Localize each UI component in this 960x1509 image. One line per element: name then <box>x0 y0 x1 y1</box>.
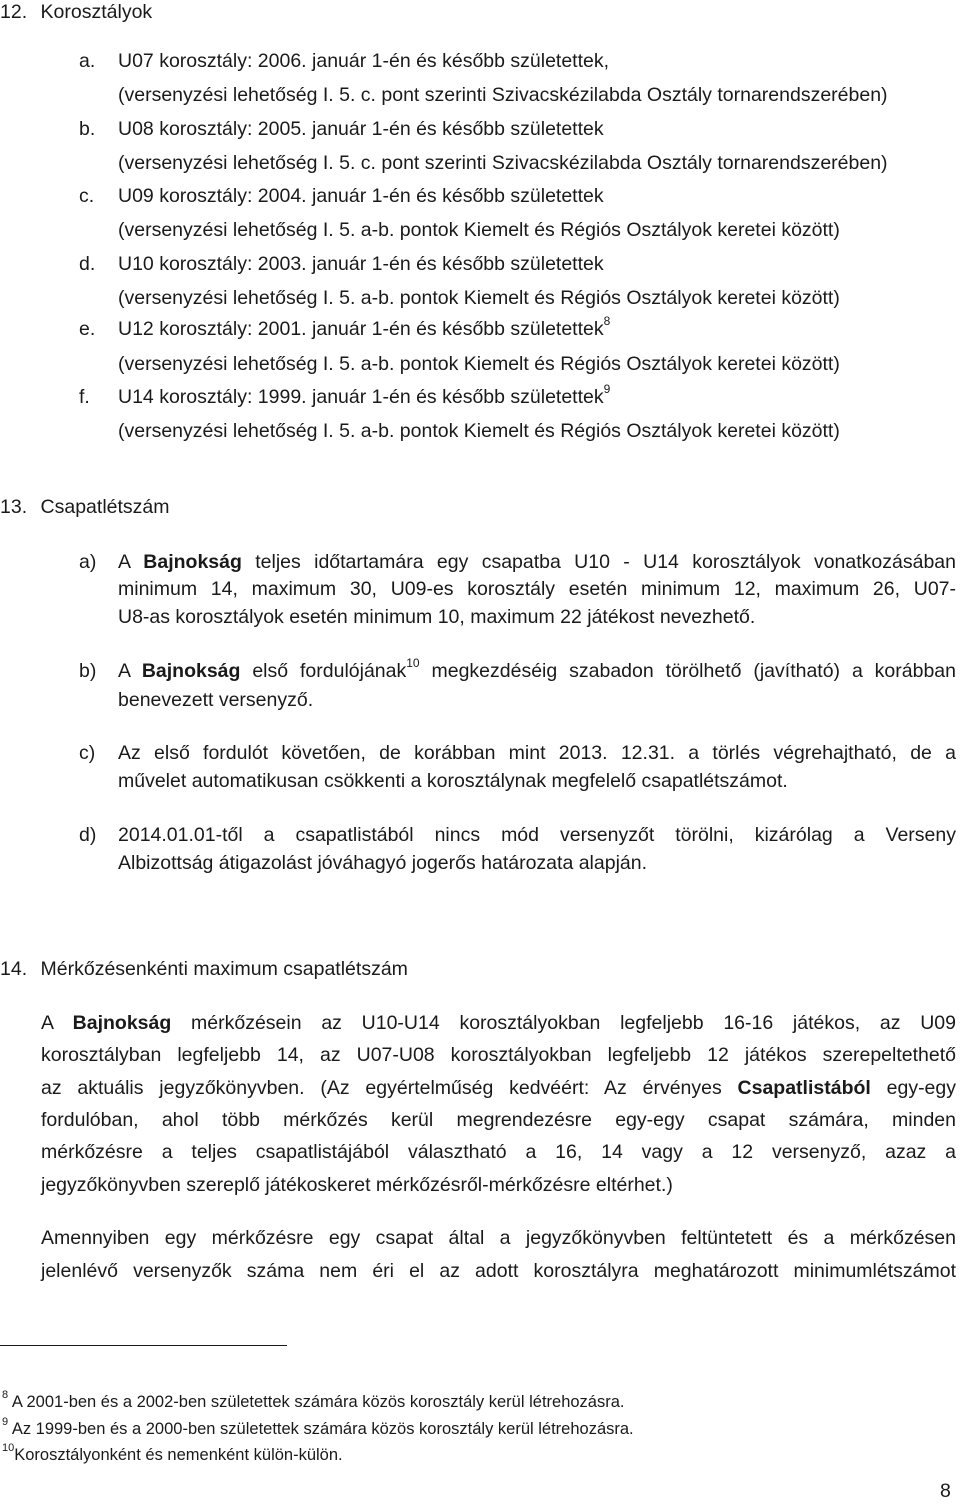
item-b-line-2: benevezett versenyző. <box>118 689 314 711</box>
footnote-ref-10: 10 <box>406 655 420 670</box>
item-c-line-1: Az első fordulót követően, de korábban mint 2013. 12.31. a törlés végrehajtható, de a <box>118 742 956 764</box>
item-a-line-2: minimum 14, maximum 30, U09-es korosztály esetén minimum 12, maximum 26, U07- <box>118 578 956 600</box>
list-item-marker: b. <box>79 118 96 140</box>
footnote-9 <box>2 1417 634 1441</box>
list-item-marker: d. <box>79 253 96 275</box>
section-14-number: 14. <box>0 958 28 980</box>
footnote-text: A 2001-ben és a 2002-ben születettek számára közös korosztály kerül létrehozásra. <box>11 1393 625 1411</box>
csapatlistabol-bold: Csapatlistából <box>737 1077 871 1099</box>
page-number: 8 <box>940 1480 951 1502</box>
footnote-text: Az 1999-ben és a 2000-ben születettek számára közös korosztály kerül létrehozásra. <box>11 1420 634 1438</box>
list-item-line: (versenyzési lehetőség I. 5. a-b. pontok Kiemelt és Régiós Osztályok keretei között) <box>118 420 840 442</box>
item-d-line-2: Albizottság átigazolást jóváhagyó jogerős határozata alapján. <box>118 852 648 874</box>
bajnoksag-bold: Bajnokság <box>72 1012 172 1034</box>
section-14-title: Mérkőzésenkénti maximum csapatlétszám <box>40 958 408 980</box>
list-item-marker: e. <box>79 318 96 340</box>
list-item-line: (versenyzési lehetőség I. 5. c. pont szerinti Szivacskézilabda Osztály tornarendszerében) <box>118 84 888 106</box>
section-13-title: Csapatlétszám <box>40 496 170 518</box>
item-b-line-1: A Bajnokság első fordulójának$^{10}$ megkezdéséig szabadon törölhető (javítható) a korábban <box>118 655 956 682</box>
list-item-marker: a. <box>79 50 96 72</box>
section-12-number: 12. <box>0 1 28 23</box>
list-item-marker: f. <box>79 386 90 408</box>
item-a-line-3: U8-as korosztályok esetén minimum 10, maximum 22 játékost nevezhető. <box>118 606 756 628</box>
para-2-line-1: Amennyiben egy mérkőzésre egy csapat által a jegyzőkönyvben feltüntetett és a mérkőzésen <box>41 1227 956 1249</box>
para-1-line-1: A Bajnokság mérkőzésein az U10-U14 korosztályokban legfeljebb 16-16 játékos, az U09 <box>41 1012 956 1034</box>
item-d-line-1: 2014.01.01-től a csapatlistából nincs mód versenyzőt törölni, kizárólag a Verseny <box>118 824 956 846</box>
item-a-line-1: A Bajnokság teljes időtartamára egy csapatba U10 - U14 korosztályok vonatkozásában <box>118 551 956 573</box>
footnote-number: 8 <box>2 1388 9 1401</box>
list-item-line: U10 korosztály: 2003. január 1-én és később születettek <box>118 253 604 275</box>
para-1-line-3: az aktuális jegyzőkönyvben. (Az egyértelműség kedvéért: Az érvényes Csapatlistából egy-egy <box>41 1077 956 1099</box>
section-13-number: 13. <box>0 496 28 518</box>
footnote-text: Korosztályonként és nemenként külön-külön. <box>14 1446 343 1464</box>
section-12-heading <box>0 0 152 24</box>
section-12-title: Korosztályok <box>40 1 153 23</box>
list-item-line: U07 korosztály: 2006. január 1-én és később születettek, <box>118 50 610 72</box>
list-item-line: (versenyzési lehetőség I. 5. a-b. pontok Kiemelt és Régiós Osztályok keretei között) <box>118 353 840 375</box>
para-1-line-5: mérkőzésre a teljes csapatlistájából választható a 16, 14 vagy a 12 versenyző, azaz a <box>41 1141 956 1163</box>
item-a-marker: a) <box>79 551 97 573</box>
para-1-line-6: jegyzőkönyvben szereplő játékoskeret mérkőzésről-mérkőzésre eltérhet.) <box>41 1174 673 1196</box>
list-item-line: U09 korosztály: 2004. január 1-én és később születettek <box>118 185 604 207</box>
bajnoksag-bold: Bajnokság <box>143 551 242 573</box>
item-b-marker: b) <box>79 660 97 682</box>
item-d-marker: d) <box>79 824 97 846</box>
footnote-number: 10 <box>2 1441 15 1454</box>
para-2-line-2: jelenlévő versenyzők száma nem éri el az adott korosztályra meghatározott minimumlétszámot <box>41 1260 956 1282</box>
list-item-text: U12 korosztály: 2001. január 1-én és később születettek <box>118 318 604 340</box>
list-item-text: U14 korosztály: 1999. január 1-én és később születettek <box>118 386 604 408</box>
para-1-line-2: korosztályban legfeljebb 14, az U07-U08 korosztályokban legfeljebb 12 játékos szerepeltethető <box>41 1044 956 1066</box>
list-item-line: (versenyzési lehetőség I. 5. c. pont szerinti Szivacskézilabda Osztály tornarendszerében) <box>118 152 888 174</box>
list-item-line <box>118 381 611 409</box>
list-item-line <box>118 313 611 341</box>
footnote-8 <box>2 1390 624 1414</box>
footnote-number: 9 <box>2 1415 9 1428</box>
footnote-ref-9: 9 <box>603 381 611 396</box>
list-item-line: (versenyzési lehetőség I. 5. a-b. pontok Kiemelt és Régiós Osztályok keretei között) <box>118 219 840 241</box>
list-item-marker: c. <box>79 185 95 207</box>
footnote-separator <box>0 1345 287 1346</box>
list-item-line: U08 korosztály: 2005. január 1-én és később születettek <box>118 118 604 140</box>
section-13-heading <box>0 495 170 519</box>
footnote-10 <box>2 1443 343 1467</box>
bajnoksag-bold: Bajnokság <box>141 660 241 682</box>
footnote-ref-8: 8 <box>603 313 611 328</box>
item-c-marker: c) <box>79 742 96 764</box>
section-14-heading <box>0 957 408 981</box>
item-c-line-2: művelet automatikusan csökkenti a korosztálynak megfelelő csapatlétszámot. <box>118 770 788 792</box>
para-1-line-4: fordulóban, ahol több mérkőzés kerül megrendezésre egy-egy csapat számára, minden <box>41 1109 956 1131</box>
list-item-line: (versenyzési lehetőség I. 5. a-b. pontok Kiemelt és Régiós Osztályok keretei között) <box>118 287 840 309</box>
